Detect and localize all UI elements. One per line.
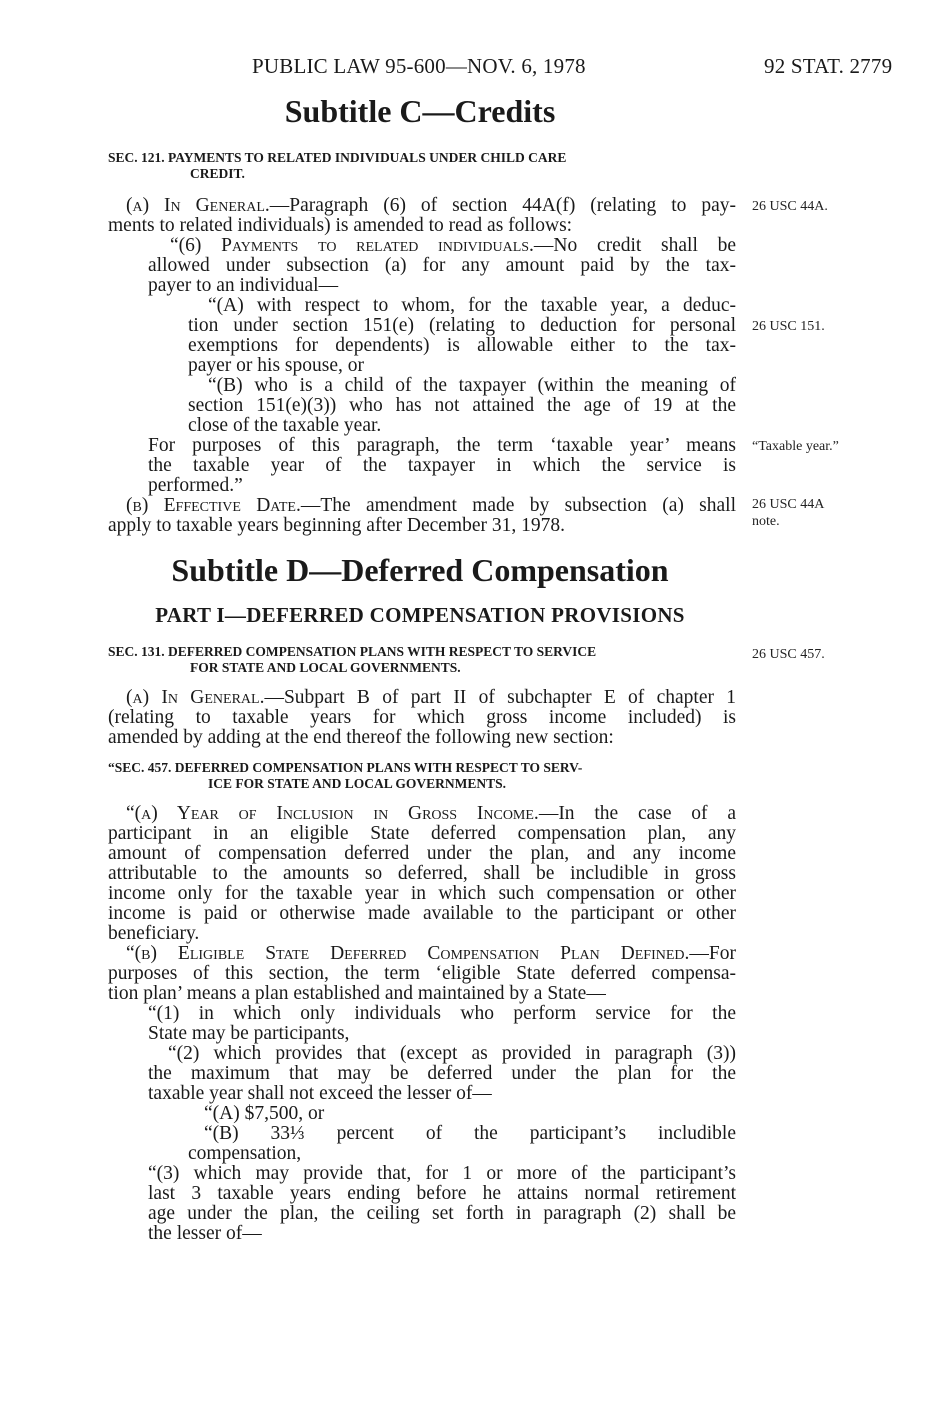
para-457b1-line1: “(1) in which only individuals who perform service for the: [148, 1003, 736, 1024]
para-457b2-line2: the maximum that may be deferred under the plan for the: [148, 1063, 736, 1084]
para-457b2-subs: [108, 1104, 736, 1164]
subtitle-c-heading: Subtitle C—Credits: [284, 93, 556, 129]
margin-note-26usc44a-note-line2: note.: [752, 514, 780, 529]
para-457b: [108, 944, 736, 1004]
para-457b3: [108, 1164, 736, 1244]
para-def-line3: performed.”: [148, 475, 243, 496]
para-457b1-line2: State may be participants,: [148, 1023, 350, 1044]
sec-457-line1: “SEC. 457. DEFERRED COMPENSATION PLANS WITH RESPECT TO SERV-: [108, 760, 583, 775]
para-457b3-line3: age under the plan, the ceiling set forth in paragraph (2) shall be: [148, 1203, 736, 1224]
margin-note-26usc151: 26 USC 151.: [752, 319, 825, 334]
para-121b-line2: apply to taxable years beginning after December 31, 1978.: [108, 515, 566, 536]
para-121a-line1: —Paragraph (6) of section 44A(f) (relating to pay-: [269, 195, 736, 216]
para-457a-line1: —In the case of a: [538, 803, 736, 824]
para-121a-lead: (a) In General.: [126, 195, 270, 216]
para-457b-line3: tion plan’ means a plan established and maintained by a State—: [108, 983, 606, 1004]
para-6a-line1: “(A) with respect to whom, for the taxable year, a deduc-: [208, 295, 736, 316]
subtitle-d-heading: Subtitle D—Deferred Compensation: [171, 552, 669, 588]
margin-note-26usc44a-note: [752, 496, 824, 530]
para-taxable-year-def: [148, 436, 736, 496]
part-1-heading: PART I—DEFERRED COMPENSATION PROVISIONS: [155, 603, 685, 627]
sec-131-line2: FOR STATE AND LOCAL GOVERNMENTS.: [190, 660, 461, 675]
para-131a-line1: —Subpart B of part II of subchapter E of chapter 1: [264, 687, 736, 708]
para-131a-lead: (a) In General.: [126, 687, 265, 708]
para-457a-line3: amount of compensation deferred under the plan, and any income: [108, 843, 736, 864]
para-6-line1: —No credit shall be: [533, 235, 736, 256]
para-6b-line1: “(B) who is a child of the taxpayer (within the meaning of: [208, 375, 736, 396]
margin-note-taxable-year: “Taxable year.”: [752, 439, 839, 454]
para-457a: [108, 804, 736, 944]
margin-note-26usc44a-note-line1: 26 USC 44A: [752, 497, 825, 512]
para-121b-lead: (b) Effective Date.: [126, 495, 301, 516]
para-121a-line2: ments to related individuals) is amended to read as follows:: [108, 215, 573, 236]
para-457b-lead: “(b) Eligible State Deferred Compensation Plan Defined.: [126, 943, 690, 964]
margin-note-26usc44a: 26 USC 44A.: [752, 199, 828, 214]
para-131a: [108, 688, 736, 748]
para-457b2-line3: taxable year shall not exceed the lesser of—: [148, 1083, 492, 1104]
sec-121-heading: [108, 150, 736, 182]
margin-note-26usc457: 26 USC 457.: [752, 647, 825, 662]
para-457b2a-line: “(A) $7,500, or: [204, 1103, 325, 1124]
para-457b3-line1: “(3) which may provide that, for 1 or more of the participant’s: [148, 1163, 736, 1184]
para-457a-lead: “(a) Year of Inclusion in Gross Income.: [126, 803, 539, 824]
sec-121-line1: SEC. 121. PAYMENTS TO RELATED INDIVIDUALS UNDER CHILD CARE: [108, 150, 567, 165]
para-457a-line6: income is paid or otherwise made available to the participant or other: [108, 903, 736, 924]
para-def-line1: For purposes of this paragraph, the term ‘taxable year’ means: [148, 435, 736, 456]
para-6a-line2: tion under section 151(e) (relating to deduction for personal: [188, 315, 736, 336]
page-citation: 92 STAT. 2779: [764, 54, 893, 78]
sec-457-line2: ICE FOR STATE AND LOCAL GOVERNMENTS.: [208, 776, 507, 791]
para-457a-line2: participant in an eligible State deferred compensation plan, any: [108, 823, 736, 844]
para-457a-line7: beneficiary.: [108, 923, 200, 944]
para-131a-line3: amended by adding at the end thereof the following new section:: [108, 727, 614, 748]
sec-457-heading: [108, 760, 736, 792]
para-121b-line1: —The amendment made by subsection (a) shall: [300, 495, 736, 516]
para-457a-line4: attributable to the amounts so deferred, shall be includible in gross: [108, 863, 736, 884]
para-457b3-line2: last 3 taxable years ending before he attains normal retirement: [148, 1183, 736, 1204]
para-457b1: [108, 1004, 736, 1044]
para-457b-line1: —For: [689, 943, 736, 964]
para-457b2b-line2: compensation,: [188, 1143, 302, 1164]
para-6: [148, 236, 736, 296]
para-457b-line2: purposes of this section, the term ‘eligible State deferred compensa-: [108, 963, 736, 984]
para-457b2b-line1: “(B) 33⅓ percent of the participant’s includible: [204, 1123, 736, 1144]
running-header-title: PUBLIC LAW 95-600—NOV. 6, 1978: [252, 54, 586, 78]
para-6-lead: “(6) Payments to related individuals.: [170, 235, 534, 256]
para-6a-line3: exemptions for dependents) is allowable either to the tax-: [188, 335, 736, 356]
para-6b-line3: close of the taxable year.: [188, 415, 382, 436]
sec-131-line1: SEC. 131. DEFERRED COMPENSATION PLANS WITH RESPECT TO SERVICE: [108, 644, 597, 659]
sec-131-heading: [108, 644, 736, 676]
para-def-line2: the taxable year of the taxpayer in which the service is: [148, 455, 736, 476]
para-6-line3: payer to an individual—: [148, 275, 339, 296]
para-6b-line2: section 151(e)(3)) who has not attained the age of 19 at the: [188, 395, 736, 416]
para-6-line2: allowed under subsection (a) for any amount paid by the tax-: [148, 255, 736, 276]
para-6a: [188, 296, 736, 376]
para-121b: [108, 496, 736, 536]
sec-121-line2: CREDIT.: [190, 166, 245, 181]
para-131a-line2: (relating to taxable years for which gross income included) is: [108, 707, 736, 728]
para-457a-line5: income only for the taxable year in which such compensation or other: [108, 883, 736, 904]
para-457b2-line1: “(2) which provides that (except as provided in paragraph (3)): [168, 1043, 736, 1064]
para-121a: [108, 196, 736, 236]
para-457b2: [108, 1044, 736, 1104]
para-6a-line4: payer or his spouse, or: [188, 355, 365, 376]
para-6b: [188, 376, 736, 436]
para-457b3-line4: the lesser of—: [148, 1223, 262, 1244]
